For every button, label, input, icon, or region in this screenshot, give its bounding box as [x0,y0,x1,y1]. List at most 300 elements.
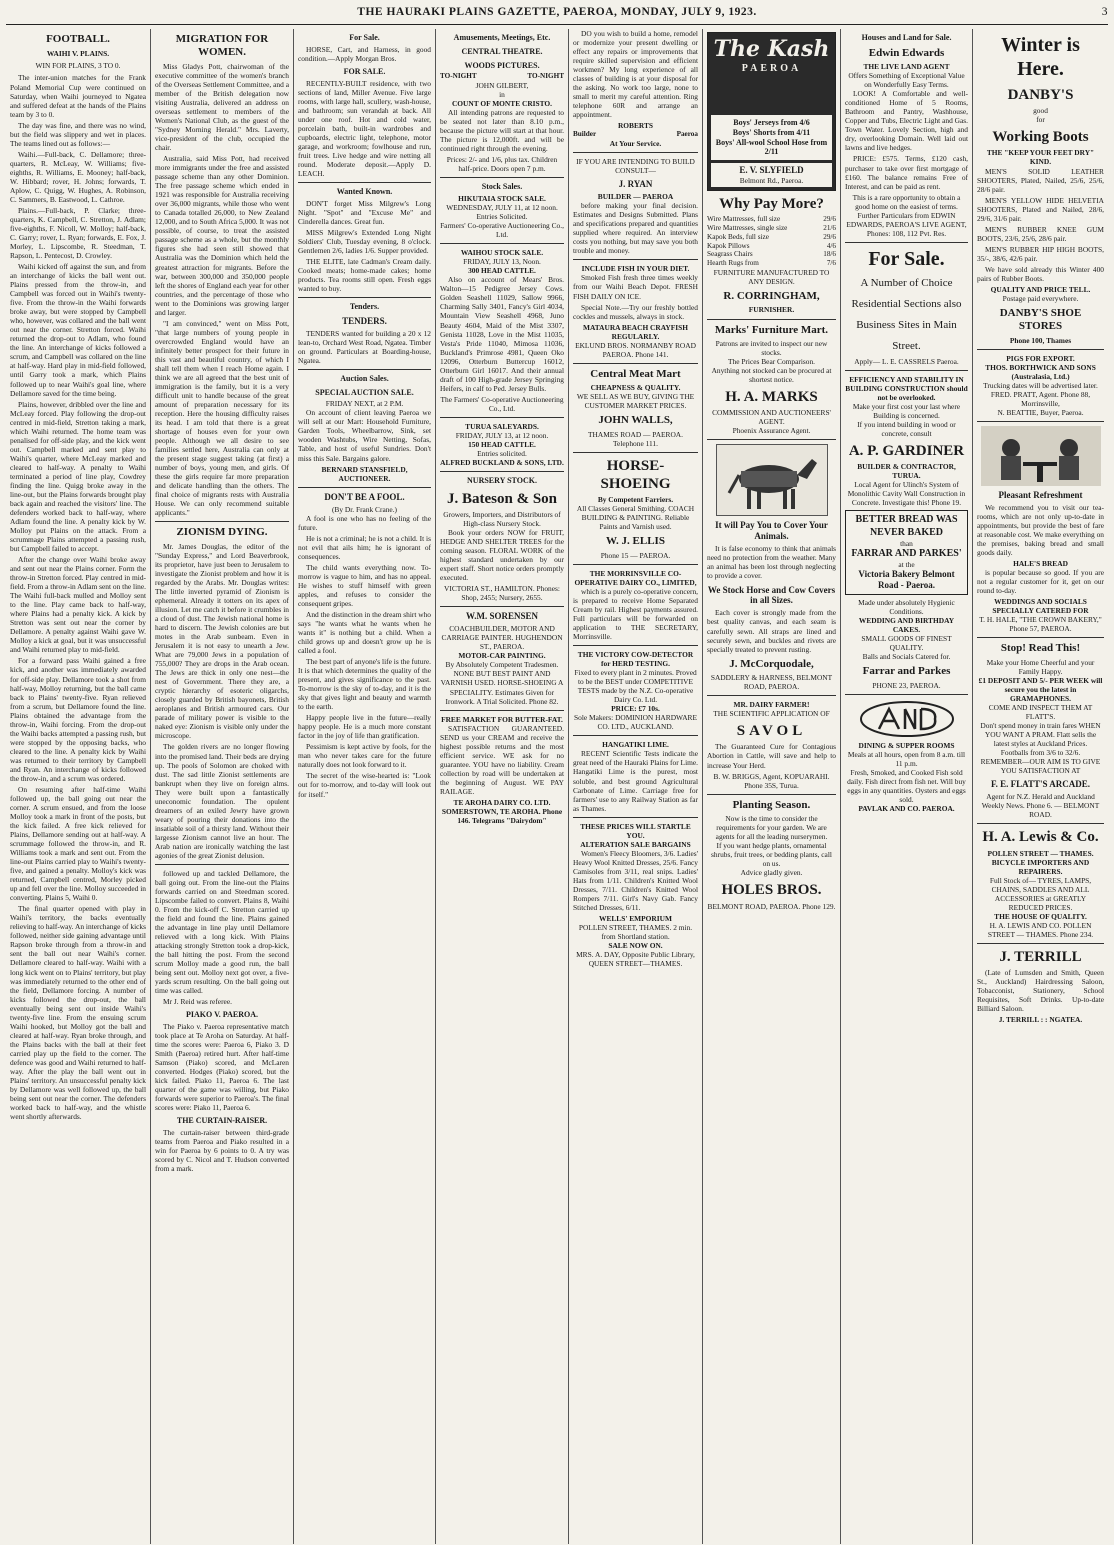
farrar-parkes-2: Farrar and Parkes [862,665,951,678]
cattle-count: 300 HEAD CATTLE. [468,266,536,276]
price-item: Kapok Beds, full size [707,232,769,241]
sorensen-body: COACHBUILDER, MOTOR AND CARRIAGE PAINTER. HUGHENDON ST., PAEROA. [441,624,563,652]
covers-body: Each cover is strongly made from the best quality canvas, and each seam is carefully sewn. All straps are lined and securely sewn, and buckles and rivets are specially treated to prevent rusting. [707,608,836,654]
theatre-prices: Prices: 2/- and 1/6, plus tax. Children half-price. Doors open 7 p.m. [446,155,558,174]
roberts-paeroa: Paeroa [676,130,698,139]
first-cost: Make your first cost your last where Building is concerned. [852,401,961,420]
divider [440,606,564,607]
fool-paragraph: The secret of the wise-hearted is: "Look out for to-morrow, and to-day will look out for itself." [298,771,431,799]
marks-agent: Phoenix Assurance Agent. [732,426,811,436]
football-subheading: WAIHI V. PLAINS. [46,49,110,59]
cassrels-apply: Apply— L. E. CASSRELS Paeroa. [854,356,959,366]
price-row [707,250,836,259]
dairy-farmer: MR. DAIRY FARMER! [733,700,810,710]
marks-body: Patrons are invited to inspect our new stocks. [715,338,828,357]
football-paragraph: For a forward pass Waihi gained a free kick, and another was immediately awarded for off-side play. Dellamore took a shot from half-way, Molloy returning, but the ball came back to Plains' twenty-five. Ryan relieved from a scrum, but Dellamore found the line. Plains obtained the advantage from the throw-in, Waihi forcing. From the drop-out the Waihi backs attempted a passing rush, but were stopped by the opposing backs, who cleared to the line. A penalty kick by Waihi was returned to their territory by Campbell and Ryan. An interchange of kicks followed the throw-in, and a scrum was ordered. [10,656,146,783]
column-danby [973,29,1108,1544]
victoria-bakery: Victoria Bakery Belmont Road - Paeroa. [858,569,955,590]
hales-bread: HALE'S BREAD [1013,559,1068,569]
football-paragraph: Waihi.—Full-back, C. Dellamore; three-quarters, R. McLeay, W. Williams; five-eighths, R. Williams, E. Mooney; half-back, W. Hibbard; rover, H. Johns; forwards, T. Aplow, C. Quigg, W. Hughes, A. Robinson, C. Sammers, B. Eastwood, L. Cathroe. [10,149,146,204]
furnisher: FURNISHER. [748,305,795,315]
divider [440,177,564,178]
divider [440,710,564,711]
alteration-heading: ALTERATION SALE BARGAINS [580,839,691,849]
roberts-name: ROBERTS [617,121,654,131]
masthead-title: THE HAURAKI PLAINS GAZETTE, PAEROA, MONDAY, JULY 9, 1923. [357,6,757,18]
wells-address: POLLEN STREET, THAMES. 2 min. from Shortland station. [578,922,693,941]
terrill-name: J. TERRILL [999,948,1082,965]
animals-body: It is false economy to think that animals need no protection from the weather. Many an animal has been lost through neglecting to provide a cover. [707,544,836,581]
working-boots: Working Boots [992,129,1089,146]
nursery-heading: NURSERY STOCK. [467,475,537,485]
keep-feet-dry: THE "KEEP YOUR FEET DRY" KIND. [986,148,1095,167]
zionism-paragraph: Mr. James Douglas, the editor of the "Sunday Express," and Lord Beaverbrook, its proprietor, have just been to Jerusalem to investigate the Zionist problem and how it is regarded by the Arabs. Mr. Douglas writes: The little inverted pyramid of Zionism is ephemeral. Already it totters on its apex of illusion. Let me catch it before it crumbles in a cloud of dust. The Jewish national home is hard to discern. The Jewish colonies are but motes in the Arab sunbeam. Even in Jerusalem it is not easy to unearth a Jew. What are 79,000 Jews in a population of 755,000? They are drops in the Arab ocean. The Jews are thick in only one nest—the nest of Government. There they are, a cryptic hierarchy of esoteric oligarchs, closely guarded by British bayonets, British aeroplanes and British armoured cars. Our parade of military power is visible to the naked eye: Zionism is visible only under the microscope. [155,541,289,741]
kash-hose: Boys' All-wool School Hose from 2/11 [715,137,828,157]
kash-logo: The Kash [713,36,830,62]
rare-opportunity: This is a rare opportunity to obtain a good home on the easiest of terms. [852,192,961,211]
kash-sub: PAEROA [741,62,802,74]
film-in: in [499,90,505,100]
crayfish: MATAURA BEACH CRAYFISH REGULARLY. [583,322,688,341]
zionism-paragraph: The golden rivers are no longer flowing into the promised land. Their beds are drying up. The pools of Solomon are choked with dust. The sad little Zionist settlements are bankrupt when they live on foreign alms. They were built upon a fantastically uneconomic foundation. The opulent dreamers of an exiled Jewry have grown weary of pouring their donations into the insatiable soil of a thirsty land. Without their largesse Zionism cannot live an hour. The Arab nation are ironically watching the last agonies of the great Zionist delusion. [155,742,289,860]
auction-date: FRIDAY NEXT, at 2 P.M. [325,399,404,409]
roberts-tagline: At Your Service. [609,139,662,149]
pavlak-monogram-icon [857,699,957,739]
mccorquodale-name: J. McCorquodale, [729,657,814,670]
divider [707,794,836,795]
terrill-end: J. TERRILL : : NGATEA. [998,1015,1083,1025]
pratt: FRED. PRATT, Agent. Phone 88, Morrinsville, [990,389,1091,408]
planting-body-2: If you want hedge plants, ornamental shrubs, fruit trees, or bedding plants, call on us. [711,841,832,869]
planting-body: Now is the time to consider the requirements for your garden. We are agents for all the leading nurserymen. [715,814,828,842]
farriers: By Competent Farriers. [597,495,674,505]
meat-sub: CHEAPNESS & QUALITY. [590,383,681,393]
masthead [6,0,1108,25]
farmers-co: Farmers' Co-operative Auctioneering Co., Ltd. [440,221,564,240]
borthwick: THOS. BORTHWICK AND SONS (Australasia, Ltd.) [985,362,1096,381]
fish-heading: INCLUDE FISH IN YOUR DIET. [581,264,690,274]
phone-thames: Phone 100, Thames [1009,335,1072,345]
divider [298,297,431,298]
film-star: JOHN GILBERT, [475,81,529,91]
marks-prices: The Prices Bear Comparison. [727,356,816,366]
savol-body: The Guaranteed Cure for Contagious Abortion in Cattle, will save and help to increase Your Herd. [707,742,836,770]
divider [573,152,698,153]
roberts-line [573,130,698,139]
divider [707,695,836,696]
referee-note: Mr J. Reid was referee. [163,997,232,1007]
houses-heading: Houses and Land for Sale. [861,33,952,42]
sorensen-name: W.M. SORENSEN [466,611,538,622]
football-paragraph: The inter-union matches for the Frank Poland Memorial Cup were continued on Saturday, when Waihi journeyed to Ngatea and suffered defeat at the hands of the Plains team by 3 to 0. [10,73,146,119]
boot-item: MEN'S YELLOW HIDE HELVETIA SHOOTERS, Plated and Nailed, 28/6, 29/6, 31/6 pair. [977,195,1104,223]
postage: Postage paid everywhere. [1002,293,1079,303]
divider [845,242,968,243]
migration-paragraph: Australia, said Miss Pott, had received more immigrants under the free and assisted passage scheme than any other Dominion. The free passage scheme which ended in 1921 was responsible for Australia receiving over 36,000 migrants, while those who went to Canada totalled 26,000, to New Zealand 12,000, and to South Africa 5,000. It was not possible, of course, to treat the assisted passage scheme as a whole, but the monthly figures she had seen still showed that Australia was the Dominion which held the greatest attraction for migrants. Before the war, between 300,000 and 350,000 people left the shores of England each year for other countries, and the percentage of those who went to the Dominions was growing larger and larger. [155,154,289,317]
tonight-line [440,72,564,81]
fool-heading: DON'T BE A FOOL. [324,491,405,502]
column-football [6,29,151,1544]
divider [707,319,836,320]
football-paragraph: Plains.—Full-back, P. Clarke; three-quarters, K. Campbell, C. Stretton, J. Adlam; five-eighths, F. Nicoll, W. Molloy; half-back, C. Garry; rover, L. Ryan; forwards, E. Fox, J. Morley, L. Lipscombe, R. Steedman, T. Rapson, L. Pentecost, D. Crowley. [10,205,146,261]
meat-body: WE SELL AS WE BUY, GIVING THE CUSTOMER MARKET PRICES. [576,392,695,411]
wells-emporium: WELLS' EMPORIUM [599,913,672,923]
cattle-count-2: 150 HEAD CATTLE. [468,439,536,449]
planting-heading: Planting Season. [732,798,811,811]
motorcar-body: By Absolutely Competent Tradesmen. NONE BUT BEST PAINT AND VARNISH USED. HORSE-SHOEING A SPECIALITY. Estimates Given for Ironwork. A Trial Solicited. Phone 82. [440,660,564,706]
good: good [1033,106,1048,116]
football-paragraph: The day was fine, and there was no wind, but the field was slippery and wet in places. The teams lined out as follows:— [10,120,146,148]
dairy-co: TE AROHA DAIRY CO. LTD. SOMERSTOWN, TE AROHA. Phone 146. Telegrams "Dairydom" [441,797,563,825]
for-sale-heading-big: For Sale. [868,247,945,270]
divider [298,369,431,370]
divider [977,349,1104,350]
refreshment-heading: Pleasant Refreshment [998,490,1083,500]
farrar-parkes: FARRAR AND PARKES' [851,547,962,559]
balls-socials: Balls and Socials Catered for. [862,652,951,662]
divider [573,363,698,364]
turua-date: FRIDAY, JULY 13, at 12 noon. [455,430,549,440]
price-terms: PRICE: £575. Terms, £120 cash, purchaser to take over first mortgage of £160. The balance remains Free of Interest, and can be paid as rent. [845,154,968,191]
sale-now: SALE NOW ON. [608,941,663,951]
divider [573,564,698,565]
tenders-title: TENDERS. [342,315,387,326]
football-paragraph: On resuming after half-time Waihi followed up, the ball going out near the corner. A scrum ensued, and from the loose Molloy took a mark in front of the posts, but the kick failed. A free kick relieved for Plains, Dellamore sending out at half-way. A scrummage followed the throw-in, and R. Williams took a mark and sent out. From the line-out Plains carried play to Waihi's twenty-five, and gained a penalty. Molloy's kick was returned, Campbell centred, Morley picked up and fell over the line. Molloy succeeded in converting. Plains 5, Waihi 0. [10,784,146,903]
corringham-name: R. CORRINGHAM, [723,290,820,303]
full-stock: Full Stock of— TYRES, LAMPS, CHAINS, SADDLES AND ALL ACCESSORIES at GREATLY REDUCED PRICES. [989,875,1092,912]
buckland: ALFRED BUCKLAND & SONS, LTD. [440,457,564,467]
local-agent: Local Agent for Ulinch's System of Monolithic Cavity Wall Construction in Concrete. Investigate this! Phone 19. [847,480,966,508]
footballs: Footballs from 3/6 to 32/6. [1000,748,1081,758]
divider [977,823,1104,824]
price-row [707,215,836,224]
marks-mart: Marks' Furniture Mart. [714,323,829,336]
gramophone-deposit: £1 DEPOSIT AND 5/- PER WEEK will secure you the latest in GRAMAPHONES. [978,675,1103,703]
better-bread: BETTER BREAD WAS NEVER BAKED [855,514,958,538]
flatt-arcade: F. E. FLATT'S ARCADE. [990,779,1091,790]
fool-paragraph: Happy people live in the future—really happy people. He is a much more constant factor in the joy of life than gratification. [298,713,431,741]
migration-heading: MIGRATION FOR WOMEN. [175,33,269,59]
theatre-body: All intending patrons are requested to be seated not later than 8.10 p.m., because the picture will start at that hour. The picture is 12,000ft. and will be continued right through the evening. [440,108,564,154]
kash-ad [707,32,836,191]
divider [573,735,698,736]
ryan-ad: IF YOU ARE INTENDING TO BUILD CONSULT— [576,157,695,176]
rubber-boots-sold: We have sold already this Winter 400 pairs of Rubber Boots. [977,264,1104,283]
horse-shoeing-heading: HORSE-SHOEING [600,457,671,492]
lime-heading: HANGATIKI LIME. [602,740,669,750]
farmers-co-2: The Farmers' Co-operative Auctioneering Co., Ltd. [440,394,564,413]
general-smithing: All Classes General Smithing. COACH BUILDING & PAINTING. Reliable Paints and Varnish used. [576,504,695,532]
tenders-heading: Tenders. [349,301,380,311]
walls-name: JOHN WALLS, [598,414,673,427]
stock-heading: Stock Sales. [481,182,523,192]
auction-title: SPECIAL AUCTION SALE. [315,387,414,397]
amusements-heading: Amusements, Meetings, Etc. [453,33,551,42]
football-result: WIN FOR PLAINS, 3 TO 0. [35,61,121,71]
hales-body: is popular because so good. If you are not a regular customer for it, get on our round to-day. [977,568,1104,596]
zionism-heading: ZIONISM DYING. [176,526,268,539]
edwin-edwards: Edwin Edwards [868,46,945,59]
small-goods: SMALL GOODS OF FINEST QUALITY. [861,634,952,653]
pictures-name: WOODS PICTURES. [464,60,540,70]
refreshment-illustration [981,426,1101,486]
come-inspect: COME AND INSPECT THEM AT FLATT'S. [988,702,1093,721]
gardiner-sub: BUILDER & CONTRACTOR, TURUA. [857,462,956,481]
bakery-ad [845,510,968,595]
at-the: at the [898,560,915,569]
fish-notice: Special Note.—Try our freshly bottled cockles and mussels, always in stock. [573,302,698,321]
boot-item: MEN'S RUBBER KNEE GUM BOOTS, 23/6, 25/6, 28/6 pair. [977,224,1104,243]
walls-address: THAMES ROAD — PAEROA. Telephone 111. [588,429,683,448]
column-migration [151,29,294,1544]
danby-stores: DANBY'S SHOE STORES [999,306,1082,333]
wanted-heading: Wanted Known. [336,186,393,196]
holes-address: BELMONT ROAD, PAEROA. Phone 129. [707,901,836,911]
price-value: 29/6 [823,215,836,224]
bateson-sub: Growers, Importers, and Distributors of High-class Nursery Stock. [443,510,561,529]
victory-agents: Sole Makers: DOMINION HARDWARE CO. LTD., AUCKLAND. [574,713,697,732]
hikutaia-date: WEDNESDAY, JULY 11, at 12 noon. [446,203,558,213]
migration-paragraph: Miss Gladys Pott, chairwoman of the executive committee of the women's branch of the Overseas Settlement Committee, and a member of the British delegation now visiting Australia, delivered an address on overseas settlement to members of the Women's National Club, as the guest of the "Sydney Morning Herald." Mrs. Laverty, vice-president of the club, occupied the chair. [155,61,289,153]
column-property [841,29,973,1544]
than: than [900,538,913,548]
refreshment-body: We recommend you to visit our tea-rooms, which are not only up-to-date in appointments, but provide the best of fare at reasonable cost. We make everything on the premises, baking bread and small goods daily. [977,502,1104,558]
divider [440,417,564,418]
price-item: Kapok Pillows [707,241,750,250]
fool-paragraph: And the distinction in the dream shirt who says "he wants what he wants when he wants it" is nothing but a child. When a child grows up and doesn't grow up he is called a fool. [298,609,432,656]
price-row [707,242,836,251]
kash-jerseys: Boys' Jerseys from 4/6 [733,118,810,128]
alteration-body: Women's Fleecy Bloomers, 3/6. Ladies' Heavy Wool Knitted Dresses, 25/6. Fancy Camisoles from 3/11, real snips. Ladies' Hats from 1/11. Children's Knitted Wool Dresses, 7/11. Children's Knitted Wool Rompers 7/11. Girl's Navy Gab. Fancy Stitched Dresses, 6/11. [573,848,699,912]
pavlak-name: PAVLAK AND CO. PAEROA. [858,803,955,813]
offers: Offers Something of Exceptional Value on Wonderfully Easy Terms. [848,71,965,90]
price-item: Seagrass Chairs [707,250,753,259]
remember: REMEMBER—OUR AIM IS TO GIVE YOU SATISFACTION AT [980,757,1101,776]
column-amusements [436,29,569,1544]
auctioneer-name: BERNARD STANSFIELD, AUCTIONEER. [321,464,408,483]
divider [977,637,1104,638]
page-number: 3 [1101,6,1108,18]
fool-paragraph: The child wants everything now. To-morrow is vague to him, and has no appeal. He wishes to stuff himself with green apples, and refuses to consider the consequent gripes. [298,562,431,608]
hikutaia-sale: HIKUTAIA STOCK SALE. [458,194,546,204]
price-item: Wire Mattresses, full size [707,215,781,224]
winter-heading: Winter is Here. [1001,34,1080,81]
slyfield-address: Belmont Rd., Paeroa. [739,175,804,185]
house-of-quality: THE HOUSE OF QUALITY. [994,911,1087,921]
hygienic: Made under absolutely Hygienic Conditions. [858,597,955,616]
lewis-address: POLLEN STREET — THAMES. [987,848,1094,858]
meals: Meals at all hours, open from 8 a.m. till 11 p.m. [847,749,966,768]
column-classifieds [294,29,436,1544]
ryan-name: J. RYAN [618,179,653,190]
piako-heading: PIAKO V. PAEROA. [185,1010,258,1020]
motorcar-heading: MOTOR-CAR PAINTING. [458,651,546,661]
meat-mart: Central Meat Mart [590,367,681,380]
mccorquodale-address: SADDLERY & HARNESS, BELMONT ROAD, PAEROA. [710,673,833,692]
kash-illustration [711,75,832,115]
football-paragraph: The final quarter opened with play in Waihi's territory, the backs eventually relieving to half-way. An interchange of kicks followed, neither side gaining advantage until Rapson broke through from a throw-in and sent the ball out near Waihi's corner. Dellamore cleared to half-way. Waihi with a long kick went on to Plains' territory, but play was immediately returned to the other end of the field, Dellamore forcing. A number of kicks followed the drop-out, the ball eventually being sent out inside Waihi's twenty-five line. From the ensuing scrum Waihi hooked, but Molloy got the ball and cleared at half-way. Ryan broke through, and the Plains backs with the ball at their feet carried play up the field to the corner. The defence was good and Waihi returned to half-way. After the play the ball went out in Plains' territory. An unsuccessful penalty kick by Dellamore was well followed up, the ball being sent out near the corner. The defenders worked back to half-way, and the whistle went shortly afterwards. [10,904,146,1121]
divider [573,452,698,453]
animals-heading: It will Pay You to Cover Your Animals. [715,520,828,542]
price-value: 21/6 [823,224,836,233]
prices-heading: THESE PRICES WILL STARTLE YOU. [580,821,691,840]
fish-body: Smoked Fish fresh three times weekly from our Waihi Beach Depot. FRESH FISH DAILY ON ICE. [573,273,698,301]
divider [845,370,968,371]
column-trades [569,29,703,1544]
victory-heading: THE VICTORY COW-DETECTOR for HERD TESTING. [577,650,694,669]
lewis-again: H. A. LEWIS AND CO. POLLEN STREET — THAMES. Phone 234. [987,920,1094,939]
fool-paragraph: He is not a criminal; he is not a child. It is not evil that ails him; he is ignorant of consequences. [298,533,431,561]
bateson-body: Book your orders NOW for FRUIT, HEDGE AND SHELTER TREES for the coming season. FLORAL WORK of the highest standard undertaken by our expert staff. Short notice orders promptly executed. [440,528,564,583]
fool-byline: (By Dr. Frank Crane.) [331,504,398,514]
price-item: Wire Mattresses, single size [707,224,788,233]
divider [573,259,698,260]
waihou-date: FRIDAY, JULY 13, Noon. [463,257,541,267]
ryan-title: BUILDER — PAEROA [597,192,674,202]
savol-name: SAVOL [736,723,807,740]
savol-application: THE SCIENTIFIC APPLICATION OF [713,709,830,719]
divider [298,182,431,183]
morrinsville-body: which is a purely co-operative concern, is prepared to receive Home Separated Cream by rail. Highest payments assured. Full particulars will be forwarded on application to THE SECRETARY, Morrinsville. [573,586,698,642]
look-body: LOOK! A Comfortable and well-conditioned Home of 5 Rooms, Bathroom and Pantry, Washhouse, Copper and Tubs, Electric Light and Gas. Town Water. Lovely Section, high and dry, overlooking Domain. Well laid out lawns and live hedges. [845,89,968,153]
terrill-body: (Late of Lumsden and Smith, Queen St., Auckland) Hairdressing Saloon, Tobacconist, Stationery, School Requisites, Soft Drinks. Up-to-date Billiard Saloon. [977,968,1104,1014]
why-pay-heading: Why Pay More? [719,196,824,213]
divider [977,421,1104,422]
slyfield-name: E. V. SLYFIELD [739,165,804,176]
piako-paragraph: The Piako v. Paeroa representative match took place at Te Aroha on Saturday. At half-time the scores were: Paeroa 6, Piako 3. D Smith (Paeroa) retired hurt. After half-time Samson (Piako) scored, and McLaren converted. Hodges (Piako) scored, but the kick failed. Piako 11, Paeroa 6. The last quarter of the game was willing, but Piako forwards were superior to Paeroa's. The final scores were: Piako 11, Paeroa 6. [155,1022,289,1113]
beattie: N. BEATTIE, Buyer, Paeroa. [997,407,1084,417]
market-heading: FREE MARKET FOR BUTTER-FAT. [441,714,563,724]
price-value: 4/6 [826,241,836,250]
tonight-right: TO-NIGHT [527,72,564,81]
wanted-ad: MISS Milgrew's Extended Long Night Soldiers' Club, Tuesday evening, 8 o'clock. Gentlemen 2/6, ladies 1/6. Supper provided. [298,227,431,255]
intend-building: If you intend building in wood or concrete, consult [857,419,956,438]
price-value: 18/6 [823,250,836,259]
divider [845,694,968,695]
advice: Advice gladly given. [740,868,803,878]
marks-anything: Anything not stocked can be procured at shortest notice. [711,366,832,385]
divider [440,243,564,244]
further-particulars: Further Particulars from EDWIN EDWARDS, PAEROA'S LIVE AGENT, [846,210,967,229]
ellis-name: W. J. ELLIS [606,535,665,548]
wedding-cakes: WEDDING AND BIRTHDAY CAKES. [858,616,955,635]
ellis-phone: Phone 15 — PAEROA. [600,550,671,560]
bateson-address: VICTORIA ST., HAMILTON. Phones: Shop, 2455; Nursery, 2655. [444,584,560,603]
agent-title: THE LIVE LAND AGENT [863,62,950,72]
bicycle-importers: BICYCLE IMPORTERS AND REPAIRERS. [991,857,1090,876]
holes-name: HOLES BROS. [721,882,822,899]
bateson-name: J. Bateson & Son [446,490,558,507]
horse-cover-illustration [716,444,828,516]
entries-solicited-2: Entries solicited. [477,448,527,458]
entries-solicited: Entries Solicited. [476,212,528,222]
eklund: EKLUND BROS. NORMANBY ROAD PAEROA. Phone 141. [575,340,696,359]
horse-ad: HORSE, Cart, and Harness, in good condition.—Apply Morgan Bros. [298,44,431,63]
divider [573,817,698,818]
furniture-made: FURNITURE MANUFACTURED TO ANY DESIGN. [713,268,830,287]
lewis-name: H. A. Lewis & Co. [982,829,1099,846]
auction-body: On account of client leaving Paeroa we will sell at our Mart: Household Furniture, Garden Tools, Wheelbarrow, Sink, set wooden Washtubs, Wire Netting, Sofas, Table, and host of useful Sundries. Don't miss this Sale. Bargains galore. [298,408,431,463]
football-paragraph: Plains, however, dribbled over the line and McLeay forced. Play following the drop-out centred in mid-field, Stretton taking a mark, which Waihi returned. The home team was penalised for off-side play, and the kick went out. Campbell marked and sent play to Waihi's quarter, where McLeay marked and cleared to half-way. A penalty to Waihi terminated a period of line play, Cowdrey finding the line. Quigg broke away in the line-out, but the Plains forwards brought play back again and reached the visitors' line. The defenders worked back to half-way, where Adlam found the line. A penalty kick by W. Molloy put Plains on the attack. From a scrummage Plains attempted a passing rush, but Campbell failed to accept. [10,399,146,554]
waihou-body: Also on account of Mears' Bros. Walton—15 Pedigree Jersey Cows. Golden Seashell 11029, Sallow 9966, Charming Sally 3401, Fancy's Girl 4034, Mountain View Seashell 4968, Juno Beauty 4604, Maid of the Mist 3307, Genista 11028, Love in the Mist 11035, Vesta's Pride 11040, Mimosa 11036, Buckland's Primrose 4981, Queen Oko 12096, Otterburn Buttercup 16012, Otterburn Girl 16017. And their annual draft of 100 High-grade Jersey Springing Heifers, in calf to Ped. Jersey Bulls. [440,275,564,393]
price-row [707,259,836,268]
arcade-sub: Agent for N.Z. Herald and Auckland Weekly News. Phone 6. — BELMONT ROAD. [981,792,1100,820]
for-label: for [1036,115,1045,125]
price-value: 7/6 [826,259,836,268]
football-continued: followed up and tackled Dellamore, the ball going out. From the line-out the Plains forwards carried on and Steedman scored. Lipscombe failed to convert. Plains 8, Waihi 0. From the kick-off C. Stretton carried up the field and found the line. Plains gained the advantage in line play until Dellamore relieved with a long kick. With Plains attacking strongly Stretton took a drop-kick, the ball hitting the post. From the second scrum Molloy made a good run, the ball being sent out. Molloy next got over, a five-yards scrum resulting. On the ball going out time was called. [155,868,289,996]
divider [155,864,289,865]
column-kash [703,29,841,1544]
victory-price: PRICE: £7 10s. [611,704,660,714]
fool-paragraph: The best part of anyone's life is the future. It is that which determines the quality of the present, and gives significance to the past. To-morrow is the sky of to-day, and it is the sky that gives light and beauty and warmth to the earth. [298,657,431,712]
quality-price: QUALITY AND PRICE TELL. [990,284,1091,294]
curtain-raiser-paragraph: The curtain-raiser between third-grade teams from Paeroa and Piako resulted in a win for Paeroa by 6 points to 0. A try was scored by C. Nicol and T. Hudson converted from a mark. [155,1128,289,1174]
price-row [707,224,836,233]
for-sale-heading-2: FOR SALE. [343,66,386,76]
curtain-raiser-heading: THE CURTAIN-RAISER. [176,1116,268,1126]
migration-paragraph: "I am convinced," went on Miss Pott, "that large numbers of young people in overcrowded England would have an infinitely better prospect for their future in this vast and beautiful country, of which I shall tell them when I reach Home again. I think we are all agreed that the best unit of immigration is the family, but it is a very difficult unit to handle because of the great amount of preparation necessary for its reception. Here the housing difficulty raises its head. I am told that there is a great shortage of houses even for your own people. Although we all desire to see families settled here, Australia can only at the present stage suggest taking (at first) a number of boys, young men, and girls. Of these the girls require far more preparation and delicate handling than the others. The final choice of migrants rests with Australia House. We can only recommend suitable applicants." [155,318,289,518]
briggs-agent: B. W. BRIGGS, Agent, KOPUARAHI. Phone 35S, Turua. [713,771,830,790]
roberts-builder: Builder [573,130,597,139]
danby-name: DANBY'S [1007,86,1074,103]
dining-heading: DINING & SUPPER ROOMS [858,740,955,750]
divider [298,487,431,488]
columns [6,29,1108,1544]
fool-paragraph: A fool is one who has no feeling of the future. [298,513,431,532]
football-paragraph: Waihi kicked off against the sun, and from an interchange of kicks the ball went out. Plains pressed from the throw-in, and Campbell was forced out in Waihi's twenty-five. From the throw-in the Waihi forwards broke away, but were stopped by Campbell who, however, was collared and the ball went out near the corner. Stretton forced. Waihi returned the drop-out to Adlam, who found the line. An interchange of kicks followed a scrum, and Campbell was collared on the line at half-way. Hard play in mid-field followed, until Garry took a mark, which Plains followed up to near Waihi's goal line, where Dellamore saved for the time being. [10,262,146,398]
waihou-sale: WAIHOU STOCK SALE. [460,248,544,258]
for-sale-heading: For Sale. [349,33,380,42]
tenders-body: TENDERS wanted for building a 20 x 12 lean-to, Orchard West Road, Ngatea. Timber on ground. Particulars at Boarding-house, Ngatea. [298,328,431,365]
residence-ad: RECENTLY-BUILT residence, with two sections of land, Miller Avenue. Five large rooms, with large hall, scullery, wash-house, and bathroom; sun verandah at back. All under one roof. Hot and cold water, porcelain bath, built-in wardrobes and cupboards, electric light, telephone, motor garage, and workroom; fowlhouse and run, fruit trees. Live hedge and wire netting all round. Moderate deposit.—Apply D. LEACH. [298,78,431,178]
divider [155,521,289,522]
stop-read: Stop! Read This! [1000,642,1081,655]
price-row [707,233,836,242]
wanted-ad: DON'T forget Miss Milgrew's Long Night. "Spot" and "Excuse Me" and Cinderella dances. Great fun. [298,198,431,226]
trucking: Trucking dates will be advertised later. [983,380,1098,390]
choice-sections: A Number of Choice Residential Sections also Business Sites in Main Street. [851,277,962,352]
football-heading: FOOTBALL. [46,33,110,45]
price-value: 29/6 [823,232,836,241]
market-body: SATISFACTION GUARANTEED. SEND us your CREAM and receive the highest possible returns and the most efficient service. WE ask for no guarantee. YOU have no liability. Cream collection by road will be undertaken at the beginning of August. WE PAY RAILAGE. [440,723,564,796]
divider [573,645,698,646]
pigs-heading: PIGS FOR EXPORT. [1006,353,1075,363]
boot-item: MEN'S RUBBER HIP HIGH BOOTS, 35/-, 38/6, 42/6 pair. [977,244,1104,263]
auction-heading: Auction Sales. [340,373,389,383]
morrinsville-heading: THE MORRINSVILLE CO-OPERATIVE DAIRY CO., LIMITED, [574,568,697,587]
theatre-name: CENTRAL THEATRE. [461,46,543,56]
kash-shorts: Boys' Shorts from 4/11 [732,127,811,137]
marks-name: H. A. MARKS [725,389,818,406]
victory-body: Fixed to every plant in 2 minutes. Proved to be the BEST under COMPETITIVE TESTS made by the N.Z. Co-operative Dairy Co. Ltd. [574,668,697,705]
covers-heading: We Stock Horse and Cow Covers in all Sizes. [707,584,836,606]
tonight-left: TO-NIGHT [440,72,477,81]
phones: Phones: 108, 112 Pvt. Res. [866,228,947,238]
day-address: MRS. A. DAY, Opposite Public Library, QUEEN STREET—THAMES. [576,950,695,969]
build-ad: DO you wish to build a home, remodel or modernize your present dwelling or effect any repairs or improvements that require skilled supervision and efficient workmen? My long experience of all classes of building is at your disposal for the asking. No work too large, none to small to merit my careful attention. Ring telephone 60R and arrange an appointment. [573,29,698,120]
turua-sale: TURUA SALEYARDS. [465,421,539,431]
ryan-body: before making your final decision. Estimates and Designs Submitted. Plans and specifications prepared and quantities supplied where required. An interview costs you nothing, but may save you both trouble and money. [573,201,698,256]
price-item: Hearth Rugs from [707,259,759,268]
wanted-ad: THE ELITE, late Cadman's Cream daily. Cooked meats; home-made cakes; home products. Tea rooms still open. Fresh eggs wanted to buy. [298,256,431,293]
boot-item: MEN'S SOLID LEATHER SHOOTERS, Plated, Nailed, 25/6, 25/6, 28/6 pair. [977,166,1104,194]
divider [440,471,564,472]
kash-prices [711,115,832,160]
fresh-fish: Fresh, Smoked, and Cooked Fish sold daily. Fish direct from fish net. Will buy eggs in any quantities. Oysters and eggs sold. [847,767,966,804]
weddings: WEDDINGS AND SOCIALS SPECIALLY CATERED FOR [992,597,1089,616]
pram: Don't spend money in train fares WHEN YOU WANT A PRAM. Flatt sells the latest styles at Auckland Prices. [980,721,1101,749]
gardiner-name: A. P. GARDINER [848,442,965,459]
